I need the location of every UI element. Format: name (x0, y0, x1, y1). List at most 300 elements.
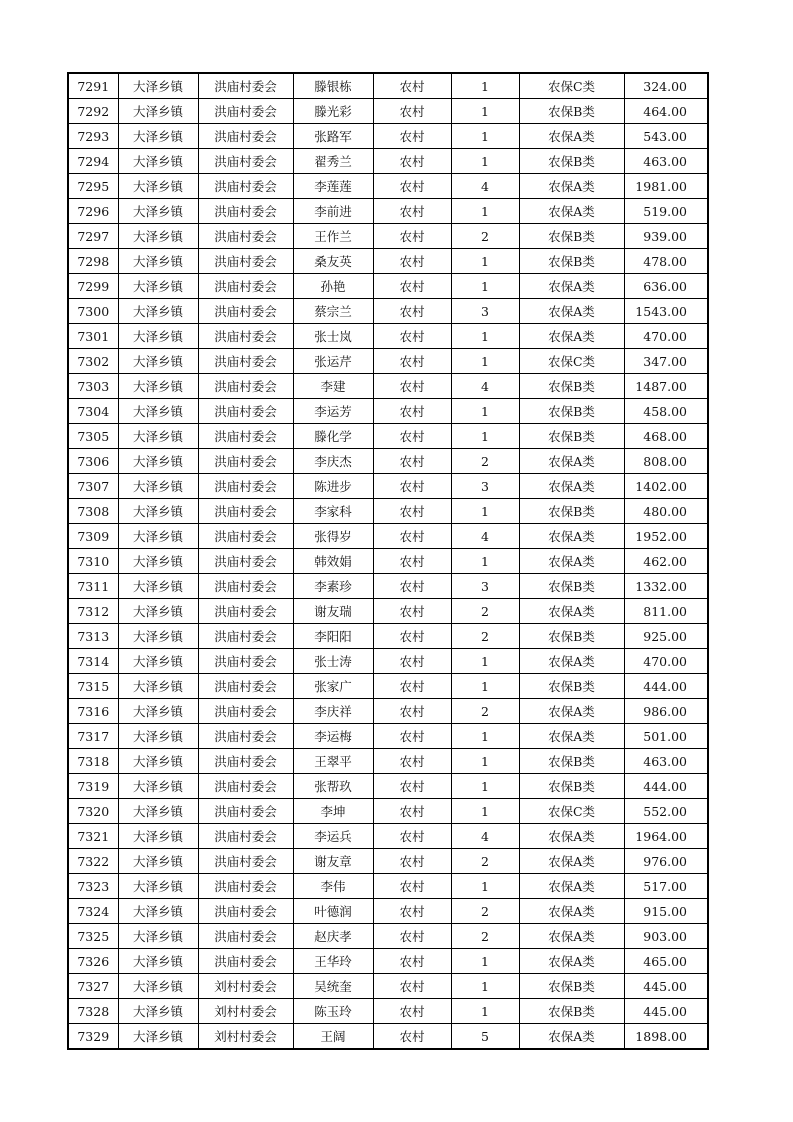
name-cell: 滕光彩 (293, 99, 373, 124)
household-type-cell: 农村 (373, 349, 451, 374)
table-row (68, 799, 708, 824)
member-count-cell: 1 (451, 649, 519, 674)
village-committee-cell: 洪庙村委会 (198, 574, 293, 599)
township-cell: 大泽乡镇 (118, 824, 198, 849)
insurance-category-cell: 农保A类 (519, 924, 624, 949)
member-count-cell: 3 (451, 574, 519, 599)
name-cell: 张士岚 (293, 324, 373, 349)
member-count-cell: 1 (451, 674, 519, 699)
serial-number-cell: 7307 (68, 474, 118, 499)
township-cell: 大泽乡镇 (118, 749, 198, 774)
township-cell: 大泽乡镇 (118, 699, 198, 724)
household-type-cell: 农村 (373, 99, 451, 124)
household-type-cell: 农村 (373, 649, 451, 674)
amount-cell: 463.00 (624, 149, 708, 174)
village-committee-cell: 刘村村委会 (198, 974, 293, 999)
household-type-cell: 农村 (373, 174, 451, 199)
name-cell: 谢友章 (293, 849, 373, 874)
household-type-cell: 农村 (373, 1024, 451, 1050)
village-committee-cell: 洪庙村委会 (198, 124, 293, 149)
serial-number-cell: 7315 (68, 674, 118, 699)
township-cell: 大泽乡镇 (118, 449, 198, 474)
household-type-cell: 农村 (373, 374, 451, 399)
name-cell: 谢友瑞 (293, 599, 373, 624)
township-cell: 大泽乡镇 (118, 599, 198, 624)
amount-cell: 445.00 (624, 974, 708, 999)
serial-number-cell: 7306 (68, 449, 118, 474)
township-cell: 大泽乡镇 (118, 974, 198, 999)
household-type-cell: 农村 (373, 274, 451, 299)
serial-number-cell: 7298 (68, 249, 118, 274)
serial-number-cell: 7305 (68, 424, 118, 449)
table-row (68, 649, 708, 674)
insurance-category-cell: 农保B类 (519, 99, 624, 124)
name-cell: 张帮玖 (293, 774, 373, 799)
member-count-cell: 2 (451, 899, 519, 924)
amount-cell: 1332.00 (624, 574, 708, 599)
township-cell: 大泽乡镇 (118, 999, 198, 1024)
amount-cell: 465.00 (624, 949, 708, 974)
serial-number-cell: 7292 (68, 99, 118, 124)
member-count-cell: 1 (451, 199, 519, 224)
amount-cell: 1402.00 (624, 474, 708, 499)
name-cell: 吴统奎 (293, 974, 373, 999)
township-cell: 大泽乡镇 (118, 399, 198, 424)
name-cell: 桑友英 (293, 249, 373, 274)
serial-number-cell: 7293 (68, 124, 118, 149)
serial-number-cell: 7300 (68, 299, 118, 324)
table-row (68, 124, 708, 149)
insurance-category-cell: 农保B类 (519, 499, 624, 524)
township-cell: 大泽乡镇 (118, 99, 198, 124)
member-count-cell: 1 (451, 774, 519, 799)
member-count-cell: 2 (451, 849, 519, 874)
village-committee-cell: 洪庙村委会 (198, 824, 293, 849)
serial-number-cell: 7326 (68, 949, 118, 974)
name-cell: 陈进步 (293, 474, 373, 499)
serial-number-cell: 7318 (68, 749, 118, 774)
table-row (68, 99, 708, 124)
table-row (68, 274, 708, 299)
amount-cell: 811.00 (624, 599, 708, 624)
township-cell: 大泽乡镇 (118, 224, 198, 249)
insurance-category-cell: 农保B类 (519, 424, 624, 449)
insurance-category-cell: 农保B类 (519, 774, 624, 799)
amount-cell: 925.00 (624, 624, 708, 649)
member-count-cell: 2 (451, 624, 519, 649)
amount-cell: 470.00 (624, 324, 708, 349)
village-committee-cell: 洪庙村委会 (198, 299, 293, 324)
amount-cell: 458.00 (624, 399, 708, 424)
household-type-cell: 农村 (373, 524, 451, 549)
household-type-cell: 农村 (373, 949, 451, 974)
serial-number-cell: 7321 (68, 824, 118, 849)
member-count-cell: 1 (451, 349, 519, 374)
household-type-cell: 农村 (373, 499, 451, 524)
table-row (68, 824, 708, 849)
amount-cell: 478.00 (624, 249, 708, 274)
insurance-category-cell: 农保B类 (519, 149, 624, 174)
village-committee-cell: 洪庙村委会 (198, 949, 293, 974)
amount-cell: 470.00 (624, 649, 708, 674)
village-committee-cell: 洪庙村委会 (198, 874, 293, 899)
serial-number-cell: 7295 (68, 174, 118, 199)
household-type-cell: 农村 (373, 124, 451, 149)
name-cell: 韩效娟 (293, 549, 373, 574)
insurance-category-cell: 农保A类 (519, 1024, 624, 1050)
amount-cell: 468.00 (624, 424, 708, 449)
table-row (68, 574, 708, 599)
name-cell: 张运芹 (293, 349, 373, 374)
village-committee-cell: 洪庙村委会 (198, 249, 293, 274)
member-count-cell: 1 (451, 424, 519, 449)
household-type-cell: 农村 (373, 774, 451, 799)
member-count-cell: 1 (451, 549, 519, 574)
township-cell: 大泽乡镇 (118, 199, 198, 224)
insurance-category-cell: 农保A类 (519, 274, 624, 299)
village-committee-cell: 洪庙村委会 (198, 274, 293, 299)
member-count-cell: 2 (451, 599, 519, 624)
serial-number-cell: 7294 (68, 149, 118, 174)
name-cell: 滕化学 (293, 424, 373, 449)
township-cell: 大泽乡镇 (118, 649, 198, 674)
name-cell: 王阔 (293, 1024, 373, 1050)
table-row (68, 424, 708, 449)
member-count-cell: 2 (451, 449, 519, 474)
household-type-cell: 农村 (373, 474, 451, 499)
table-row (68, 549, 708, 574)
member-count-cell: 1 (451, 974, 519, 999)
serial-number-cell: 7329 (68, 1024, 118, 1050)
table-row (68, 174, 708, 199)
village-committee-cell: 洪庙村委会 (198, 849, 293, 874)
serial-number-cell: 7313 (68, 624, 118, 649)
household-type-cell: 农村 (373, 624, 451, 649)
insurance-category-cell: 农保A类 (519, 449, 624, 474)
serial-number-cell: 7317 (68, 724, 118, 749)
township-cell: 大泽乡镇 (118, 474, 198, 499)
member-count-cell: 1 (451, 99, 519, 124)
serial-number-cell: 7291 (68, 73, 118, 99)
insurance-category-cell: 农保A类 (519, 724, 624, 749)
amount-cell: 324.00 (624, 73, 708, 99)
serial-number-cell: 7310 (68, 549, 118, 574)
amount-cell: 480.00 (624, 499, 708, 524)
roster-table (67, 72, 709, 1050)
insurance-category-cell: 农保B类 (519, 674, 624, 699)
table-row (68, 949, 708, 974)
name-cell: 李阳阳 (293, 624, 373, 649)
village-committee-cell: 刘村村委会 (198, 999, 293, 1024)
insurance-category-cell: 农保A类 (519, 324, 624, 349)
serial-number-cell: 7309 (68, 524, 118, 549)
amount-cell: 976.00 (624, 849, 708, 874)
serial-number-cell: 7323 (68, 874, 118, 899)
table-row (68, 999, 708, 1024)
village-committee-cell: 洪庙村委会 (198, 149, 293, 174)
member-count-cell: 1 (451, 274, 519, 299)
insurance-category-cell: 农保B类 (519, 249, 624, 274)
name-cell: 张家广 (293, 674, 373, 699)
insurance-category-cell: 农保A类 (519, 599, 624, 624)
township-cell: 大泽乡镇 (118, 149, 198, 174)
township-cell: 大泽乡镇 (118, 324, 198, 349)
household-type-cell: 农村 (373, 574, 451, 599)
insurance-category-cell: 农保A类 (519, 299, 624, 324)
household-type-cell: 农村 (373, 999, 451, 1024)
name-cell: 滕银栋 (293, 73, 373, 99)
serial-number-cell: 7297 (68, 224, 118, 249)
insurance-category-cell: 农保A类 (519, 174, 624, 199)
household-type-cell: 农村 (373, 399, 451, 424)
village-committee-cell: 洪庙村委会 (198, 374, 293, 399)
insurance-category-cell: 农保B类 (519, 399, 624, 424)
township-cell: 大泽乡镇 (118, 299, 198, 324)
serial-number-cell: 7312 (68, 599, 118, 624)
member-count-cell: 3 (451, 474, 519, 499)
amount-cell: 519.00 (624, 199, 708, 224)
village-committee-cell: 洪庙村委会 (198, 474, 293, 499)
insurance-category-cell: 农保A类 (519, 124, 624, 149)
insurance-category-cell: 农保A类 (519, 649, 624, 674)
member-count-cell: 1 (451, 399, 519, 424)
table-row (68, 474, 708, 499)
household-type-cell: 农村 (373, 73, 451, 99)
amount-cell: 501.00 (624, 724, 708, 749)
insurance-category-cell: 农保A类 (519, 474, 624, 499)
village-committee-cell: 洪庙村委会 (198, 649, 293, 674)
amount-cell: 1898.00 (624, 1024, 708, 1050)
household-type-cell: 农村 (373, 849, 451, 874)
name-cell: 李运芳 (293, 399, 373, 424)
name-cell: 李前进 (293, 199, 373, 224)
township-cell: 大泽乡镇 (118, 349, 198, 374)
township-cell: 大泽乡镇 (118, 724, 198, 749)
serial-number-cell: 7304 (68, 399, 118, 424)
township-cell: 大泽乡镇 (118, 899, 198, 924)
member-count-cell: 2 (451, 224, 519, 249)
table-row (68, 599, 708, 624)
table-row (68, 349, 708, 374)
township-cell: 大泽乡镇 (118, 774, 198, 799)
village-committee-cell: 洪庙村委会 (198, 599, 293, 624)
household-type-cell: 农村 (373, 424, 451, 449)
township-cell: 大泽乡镇 (118, 249, 198, 274)
amount-cell: 552.00 (624, 799, 708, 824)
insurance-category-cell: 农保A类 (519, 824, 624, 849)
name-cell: 翟秀兰 (293, 149, 373, 174)
village-committee-cell: 洪庙村委会 (198, 399, 293, 424)
household-type-cell: 农村 (373, 299, 451, 324)
serial-number-cell: 7301 (68, 324, 118, 349)
table-row (68, 899, 708, 924)
insurance-category-cell: 农保A类 (519, 849, 624, 874)
township-cell: 大泽乡镇 (118, 274, 198, 299)
name-cell: 李庆杰 (293, 449, 373, 474)
table-row (68, 624, 708, 649)
name-cell: 张士涛 (293, 649, 373, 674)
member-count-cell: 1 (451, 124, 519, 149)
township-cell: 大泽乡镇 (118, 549, 198, 574)
township-cell: 大泽乡镇 (118, 174, 198, 199)
table-row (68, 224, 708, 249)
household-type-cell: 农村 (373, 724, 451, 749)
name-cell: 王华玲 (293, 949, 373, 974)
table-row (68, 699, 708, 724)
table-row (68, 249, 708, 274)
household-type-cell: 农村 (373, 799, 451, 824)
name-cell: 赵庆孝 (293, 924, 373, 949)
member-count-cell: 1 (451, 149, 519, 174)
serial-number-cell: 7296 (68, 199, 118, 224)
amount-cell: 444.00 (624, 774, 708, 799)
amount-cell: 1487.00 (624, 374, 708, 399)
village-committee-cell: 洪庙村委会 (198, 449, 293, 474)
village-committee-cell: 洪庙村委会 (198, 524, 293, 549)
township-cell: 大泽乡镇 (118, 524, 198, 549)
table-row (68, 924, 708, 949)
village-committee-cell: 洪庙村委会 (198, 724, 293, 749)
village-committee-cell: 洪庙村委会 (198, 699, 293, 724)
insurance-category-cell: 农保C类 (519, 73, 624, 99)
name-cell: 李伟 (293, 874, 373, 899)
table-row (68, 524, 708, 549)
insurance-category-cell: 农保B类 (519, 574, 624, 599)
amount-cell: 347.00 (624, 349, 708, 374)
name-cell: 李坤 (293, 799, 373, 824)
serial-number-cell: 7319 (68, 774, 118, 799)
village-committee-cell: 洪庙村委会 (198, 349, 293, 374)
insurance-category-cell: 农保A类 (519, 524, 624, 549)
township-cell: 大泽乡镇 (118, 874, 198, 899)
member-count-cell: 4 (451, 374, 519, 399)
village-committee-cell: 洪庙村委会 (198, 749, 293, 774)
member-count-cell: 4 (451, 174, 519, 199)
household-type-cell: 农村 (373, 749, 451, 774)
amount-cell: 444.00 (624, 674, 708, 699)
household-type-cell: 农村 (373, 924, 451, 949)
roster-body (68, 73, 708, 1049)
member-count-cell: 1 (451, 249, 519, 274)
village-committee-cell: 洪庙村委会 (198, 624, 293, 649)
amount-cell: 1981.00 (624, 174, 708, 199)
township-cell: 大泽乡镇 (118, 73, 198, 99)
name-cell: 张得岁 (293, 524, 373, 549)
village-committee-cell: 洪庙村委会 (198, 424, 293, 449)
name-cell: 王作兰 (293, 224, 373, 249)
township-cell: 大泽乡镇 (118, 374, 198, 399)
amount-cell: 1964.00 (624, 824, 708, 849)
name-cell: 陈玉玲 (293, 999, 373, 1024)
serial-number-cell: 7311 (68, 574, 118, 599)
name-cell: 李建 (293, 374, 373, 399)
village-committee-cell: 洪庙村委会 (198, 324, 293, 349)
insurance-category-cell: 农保C类 (519, 349, 624, 374)
household-type-cell: 农村 (373, 874, 451, 899)
table-row (68, 324, 708, 349)
table-row (68, 73, 708, 99)
village-committee-cell: 洪庙村委会 (198, 924, 293, 949)
serial-number-cell: 7328 (68, 999, 118, 1024)
serial-number-cell: 7299 (68, 274, 118, 299)
serial-number-cell: 7320 (68, 799, 118, 824)
table-row (68, 749, 708, 774)
member-count-cell: 5 (451, 1024, 519, 1050)
table-row (68, 774, 708, 799)
household-type-cell: 农村 (373, 324, 451, 349)
insurance-category-cell: 农保A类 (519, 699, 624, 724)
amount-cell: 939.00 (624, 224, 708, 249)
insurance-category-cell: 农保B类 (519, 374, 624, 399)
table-row (68, 449, 708, 474)
amount-cell: 986.00 (624, 699, 708, 724)
amount-cell: 462.00 (624, 549, 708, 574)
village-committee-cell: 洪庙村委会 (198, 499, 293, 524)
village-committee-cell: 洪庙村委会 (198, 199, 293, 224)
table-row (68, 399, 708, 424)
insurance-category-cell: 农保A类 (519, 549, 624, 574)
township-cell: 大泽乡镇 (118, 849, 198, 874)
member-count-cell: 4 (451, 824, 519, 849)
insurance-category-cell: 农保B类 (519, 999, 624, 1024)
amount-cell: 1543.00 (624, 299, 708, 324)
serial-number-cell: 7308 (68, 499, 118, 524)
village-committee-cell: 洪庙村委会 (198, 799, 293, 824)
amount-cell: 1952.00 (624, 524, 708, 549)
table-row (68, 199, 708, 224)
household-type-cell: 农村 (373, 249, 451, 274)
table-row (68, 724, 708, 749)
table-row (68, 974, 708, 999)
table-row (68, 299, 708, 324)
name-cell: 李运梅 (293, 724, 373, 749)
table-row (68, 374, 708, 399)
township-cell: 大泽乡镇 (118, 424, 198, 449)
name-cell: 叶德润 (293, 899, 373, 924)
insurance-category-cell: 农保B类 (519, 749, 624, 774)
table-row (68, 874, 708, 899)
amount-cell: 464.00 (624, 99, 708, 124)
member-count-cell: 2 (451, 924, 519, 949)
member-count-cell: 1 (451, 874, 519, 899)
name-cell: 李运兵 (293, 824, 373, 849)
serial-number-cell: 7324 (68, 899, 118, 924)
household-type-cell: 农村 (373, 899, 451, 924)
village-committee-cell: 洪庙村委会 (198, 674, 293, 699)
township-cell: 大泽乡镇 (118, 624, 198, 649)
village-committee-cell: 刘村村委会 (198, 1024, 293, 1050)
village-committee-cell: 洪庙村委会 (198, 549, 293, 574)
village-committee-cell: 洪庙村委会 (198, 174, 293, 199)
table-row (68, 149, 708, 174)
name-cell: 蔡宗兰 (293, 299, 373, 324)
serial-number-cell: 7325 (68, 924, 118, 949)
household-type-cell: 农村 (373, 449, 451, 474)
member-count-cell: 1 (451, 949, 519, 974)
serial-number-cell: 7303 (68, 374, 118, 399)
table-row (68, 674, 708, 699)
table-row (68, 849, 708, 874)
name-cell: 李家科 (293, 499, 373, 524)
amount-cell: 543.00 (624, 124, 708, 149)
insurance-category-cell: 农保A类 (519, 199, 624, 224)
amount-cell: 445.00 (624, 999, 708, 1024)
member-count-cell: 1 (451, 73, 519, 99)
name-cell: 张路军 (293, 124, 373, 149)
member-count-cell: 1 (451, 324, 519, 349)
village-committee-cell: 洪庙村委会 (198, 73, 293, 99)
serial-number-cell: 7322 (68, 849, 118, 874)
